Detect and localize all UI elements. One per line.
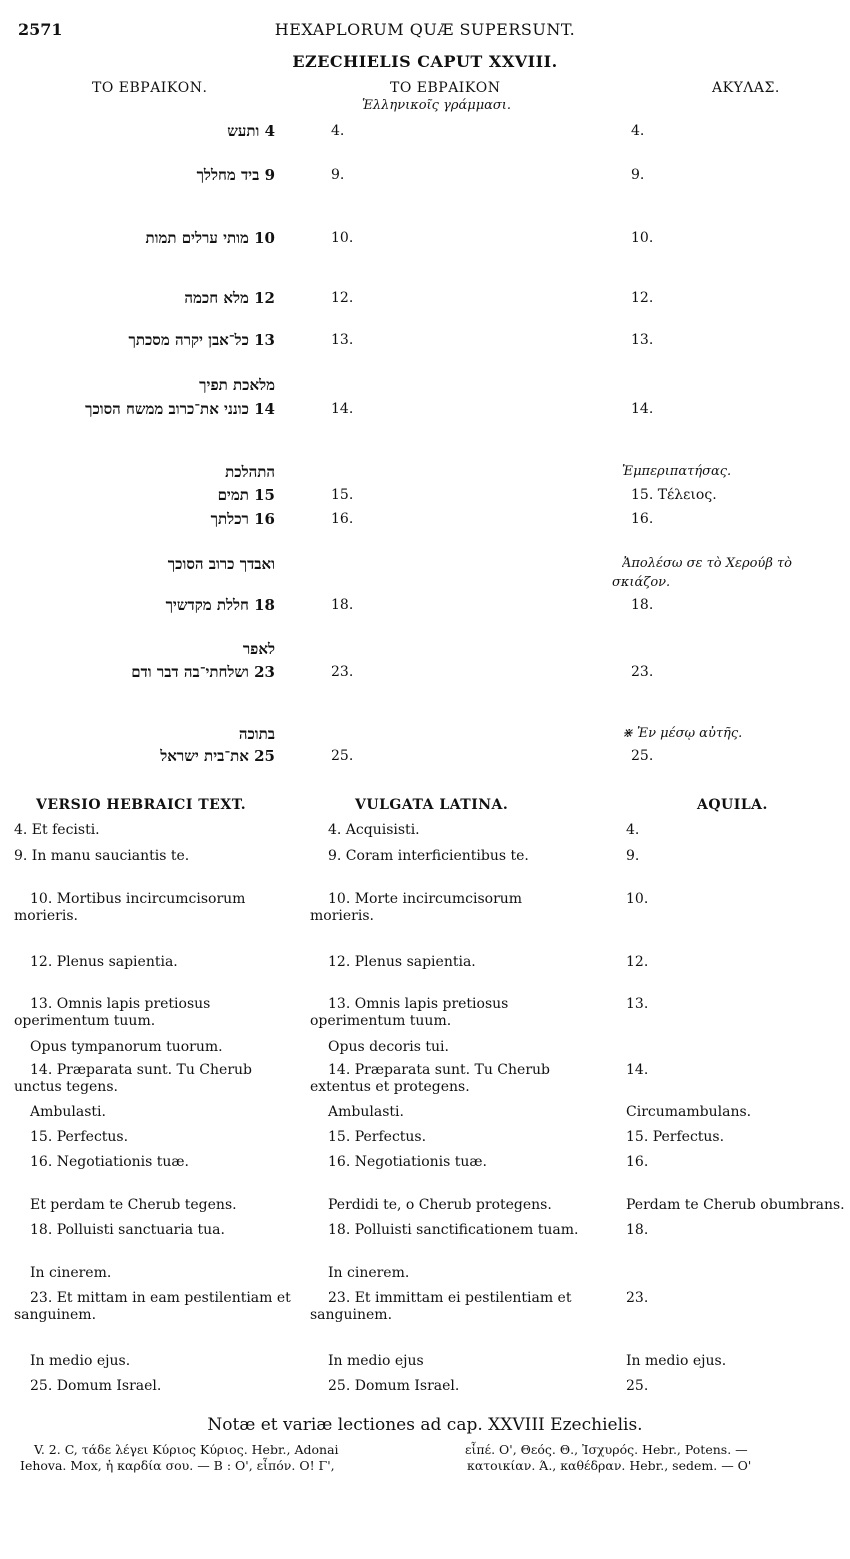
aquila-greek-cell: 9. <box>631 167 645 183</box>
aquila-greek-cell: 25. <box>631 748 654 764</box>
translit-cell: 14. <box>331 401 354 417</box>
vulgata-cell: 16. Negotiationis tuæ. <box>328 1154 488 1170</box>
vulgata-cell: 13. Omnis lapis pretiosus operimentum tuum. <box>310 996 509 1029</box>
vulgata-cell: 15. Perfectus. <box>328 1129 427 1145</box>
heb-cell: 23 ושלחתי־בה דבר ודם <box>131 663 275 681</box>
aquila-latin-cell: 25. <box>626 1378 649 1394</box>
translit-cell: 10. <box>331 230 354 246</box>
aquila-latin-cell: 12. <box>626 954 649 970</box>
header-vulgata: VULGATA LATINA. <box>355 797 509 813</box>
heb-cell: 18 חללת מקדשיך <box>165 596 275 614</box>
aquila-latin-cell: 4. <box>626 822 640 838</box>
vulgata-cell: 4. Acquisisti. <box>328 822 420 838</box>
aquila-greek-cell: 16. <box>631 511 654 527</box>
translit-cell: 12. <box>331 290 354 306</box>
aquila-latin-cell: 9. <box>626 848 640 864</box>
aquila-latin-cell: 23. <box>626 1290 649 1306</box>
aquila-greek-cell: 10. <box>631 230 654 246</box>
vulgata-cell: 25. Domum Israel. <box>328 1378 460 1394</box>
running-head: HEXAPLORUM QUÆ SUPERSUNT. <box>274 20 576 39</box>
aquila-greek-cell: σκιάζον. <box>612 575 671 590</box>
aquila-greek-cell: ⋇ Ἐν μέσῳ αὐτῆς. <box>622 726 743 741</box>
versio-cell: 9. In manu sauciantis te. <box>14 848 190 864</box>
vulgata-cell: Ambulasti. <box>328 1104 404 1120</box>
vulgata-cell: Opus decoris tui. <box>328 1039 449 1055</box>
header-aquila-greek: ΑΚΥΛΑΣ. <box>712 80 780 96</box>
notes-line: V. 2. C, τάδε λέγει Κύριος Κύριος. Hebr., Adonai <box>34 1442 339 1457</box>
translit-cell: 9. <box>331 167 345 183</box>
aquila-latin-cell: 10. <box>626 891 649 907</box>
heb-cell: לאפר <box>242 640 275 658</box>
vulgata-cell: 23. Et immittam ei pestilentiam et sanguinem. <box>310 1290 572 1323</box>
versio-cell: 23. Et mittam in eam pestilentiam et sanguinem. <box>14 1290 291 1323</box>
heb-cell: בתוכה <box>238 725 275 743</box>
versio-cell: Et perdam te Cherub tegens. <box>30 1197 237 1213</box>
vulgata-cell: 9. Coram interficientibus te. <box>328 848 529 864</box>
aquila-latin-cell: 15. Perfectus. <box>626 1129 725 1145</box>
versio-cell: In cinerem. <box>30 1265 112 1281</box>
heb-cell: 10 מותי ערלים תמות <box>145 229 275 247</box>
vulgata-cell: 10. Morte incircumcisorum morieris. <box>310 891 523 924</box>
chapter-title: EZECHIELIS CAPUT XXVIII. <box>292 52 558 71</box>
aquila-latin-cell: 13. <box>626 996 649 1012</box>
page-number: 2571 <box>18 20 63 39</box>
aquila-latin-cell: Perdam te Cherub obumbrans. <box>626 1197 845 1213</box>
versio-cell: 13. Omnis lapis pretiosus operimentum tuum. <box>14 996 211 1029</box>
versio-cell: 4. Et fecisti. <box>14 822 100 838</box>
versio-cell: Ambulasti. <box>30 1104 106 1120</box>
aquila-greek-cell: 12. <box>631 290 654 306</box>
vulgata-cell: Perdidi te, o Cherub protegens. <box>328 1197 552 1213</box>
versio-cell: 25. Domum Israel. <box>30 1378 162 1394</box>
aquila-greek-cell: Ἀπολέσω σε τὸ Χερούβ τὸ <box>622 556 792 571</box>
vulgata-cell: In medio ejus <box>328 1353 424 1369</box>
heb-cell: ואבדך כרוב הסוכך <box>167 555 275 573</box>
versio-cell: 14. Præparata sunt. Tu Cherub unctus tegens. <box>14 1062 252 1095</box>
heb-cell: 9 ביד מחללך <box>196 166 275 184</box>
notes-line: κατοικίαν. Ά., καθέδραν. Hebr., sedem. — Ο' <box>467 1458 752 1473</box>
aquila-latin-cell: 18. <box>626 1222 649 1238</box>
translit-cell: 23. <box>331 664 354 680</box>
aquila-greek-cell: 14. <box>631 401 654 417</box>
heb-cell: 13 כל־אבן יקרה מסכתך <box>128 331 275 349</box>
header-versio: VERSIO HEBRAICI TEXT. <box>36 797 247 813</box>
heb-cell: התהלכת <box>225 463 275 481</box>
heb-cell: 25 את־בית ישראל <box>160 747 275 765</box>
aquila-latin-cell: 16. <box>626 1154 649 1170</box>
vulgata-cell: 12. Plenus sapientia. <box>328 954 476 970</box>
versio-cell: 12. Plenus sapientia. <box>30 954 178 970</box>
translit-cell: 18. <box>331 597 354 613</box>
heb-cell: 12 מלא חכמה <box>184 289 275 307</box>
heb-cell: מלאכת תפיך <box>199 376 275 394</box>
versio-cell: 18. Polluisti sanctuaria tua. <box>30 1222 225 1238</box>
vulgata-cell: 14. Præparata sunt. Tu Cherub extentus et protegens. <box>310 1062 550 1095</box>
aquila-latin-cell: In medio ejus. <box>626 1353 727 1369</box>
heb-cell: 16 רכלתך <box>210 510 275 528</box>
aquila-latin-cell: 14. <box>626 1062 649 1078</box>
aquila-greek-cell: 13. <box>631 332 654 348</box>
versio-cell: Opus tympanorum tuorum. <box>30 1039 223 1055</box>
aquila-latin-cell: Circumambulans. <box>626 1104 752 1120</box>
versio-cell: 10. Mortibus incircumcisorum morieris. <box>14 891 246 924</box>
vulgata-cell: 18. Polluisti sanctificationem tuam. <box>328 1222 579 1238</box>
versio-cell: In medio ejus. <box>30 1353 131 1369</box>
notes-line: εἶπέ. Ο', Θεός. Θ., Ἰσχυρός. Hebr., Potens. — <box>465 1442 748 1457</box>
header-hebrew: ΤΟ ΕΒΡΑΙΚΟΝ. <box>92 80 208 96</box>
translit-cell: 16. <box>331 511 354 527</box>
aquila-greek-cell: 15. Τέλειος. <box>631 487 717 503</box>
translit-cell: 13. <box>331 332 354 348</box>
notes-line: Iehova. Mox, ἡ καρδία σου. — B : Ο', εἶπόν. Ο! Γ', <box>20 1458 335 1473</box>
aquila-greek-cell: Ἐμπεριπατήσας. <box>622 464 732 479</box>
translit-cell: 15. <box>331 487 354 503</box>
aquila-greek-cell: 23. <box>631 664 654 680</box>
header-aquila-latin: AQUILA. <box>697 797 768 813</box>
heb-cell: 14 כונני את־כרוב ממשח הסוכך <box>85 400 275 418</box>
aquila-greek-cell: 18. <box>631 597 654 613</box>
notes-title: Notæ et variæ lectiones ad cap. XXVIII Ezechielis. <box>207 1415 643 1435</box>
versio-cell: 15. Perfectus. <box>30 1129 129 1145</box>
aquila-greek-cell: 4. <box>631 123 645 139</box>
vulgata-cell: In cinerem. <box>328 1265 410 1281</box>
heb-cell: 4 ותעש <box>227 122 275 140</box>
heb-cell: 15 תמים <box>217 486 275 504</box>
translit-cell: 4. <box>331 123 345 139</box>
versio-cell: 16. Negotiationis tuæ. <box>30 1154 190 1170</box>
header-translit-sub: Ἑλληνικοῖς γράμμασι. <box>362 98 512 113</box>
header-translit: ΤΟ ΕΒΡΑΙΚΟΝ <box>390 80 501 96</box>
translit-cell: 25. <box>331 748 354 764</box>
